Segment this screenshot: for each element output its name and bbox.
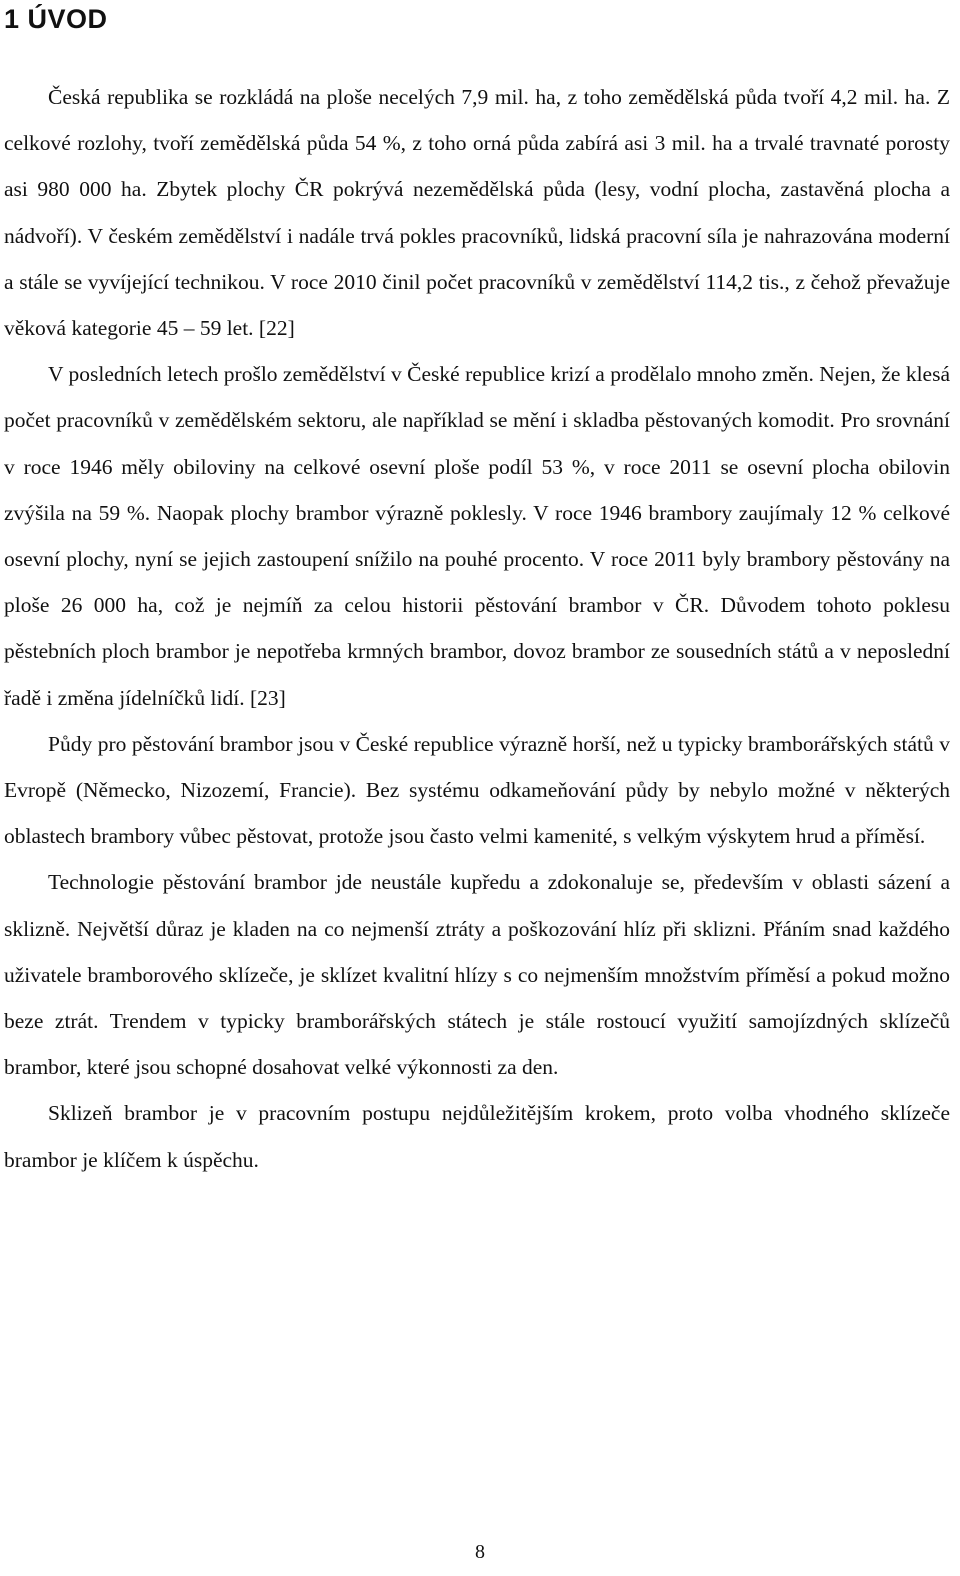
- paragraph: Česká republika se rozkládá na ploše necelých 7,9 mil. ha, z toho zemědělská půda tvoří 4,2 mil. ha. Z celkové rozlohy, tvoří zemědělská půda 54 %, z toho orná půda zabírá asi 3 mil. ha a trvalé travnaté porosty asi 980 000 ha. Zbytek plochy ČR pokrývá nezemědělská půda (lesy, vodní plocha, zastavěná plocha a nádvoří). V českém zemědělství i nadále trvá pokles pracovníků, lidská pracovní síla je nahrazována moderní a stále se vyvíjející technikou. V roce 2010 činil počet pracovníků v zemědělství 114,2 tis., z čehož převažuje věková kategorie 45 – 59 let. [22]: [4, 85, 950, 341]
- paragraph: Sklizeň brambor je v pracovním postupu nejdůležitějším krokem, proto volba vhodného sklízeče brambor je klíčem k úspěchu.: [4, 1101, 950, 1172]
- paragraph: Technologie pěstování brambor jde neustále kupředu a zdokonaluje se, především v oblasti sázení a sklizně. Největší důraz je kladen na co nejmenší ztráty a poškozování hlíz při sklizni. Přáním snad každého uživatele bramborového sklízeče, je sklízet kvalitní hlízy s co nejmenším množstvím příměsí a pokud možno beze ztrát. Trendem v typicky bramborářských státech je stále rostoucí využití samojízdných sklízečů brambor, které jsou schopné dosahovat velké výkonnosti za den.: [4, 870, 950, 1080]
- paragraph: V posledních letech prošlo zemědělství v České republice krizí a prodělalo mnoho změn. Nejen, že klesá počet pracovníků v zemědělském sektoru, ale například se mění i skladba pěstovaných komodit. Pro srovnání v roce 1946 měly obiloviny na celkové osevní ploše podíl 53 %, v roce 2011 se osevní plocha obilovin zvýšila na 59 %. Naopak plochy brambor výrazně poklesly. V roce 1946 brambory zaujímaly 12 % celkové osevní plochy, nyní se jejich zastoupení snížilo na pouhé procento. V roce 2011 byly brambory pěstovány na ploše 26 000 ha, což je nejmíň za celou historii pěstování brambor v ČR. Důvodem tohoto poklesu pěstebních ploch brambor je nepotřeba krmných brambor, dovoz brambor ze sousedních států a v neposlední řadě i změna jídelníčků lidí. [23]: [4, 362, 950, 710]
- body-text: [4, 74, 950, 1183]
- chapter-heading: 1 ÚVOD: [4, 4, 108, 34]
- page-number: 8: [475, 1541, 485, 1563]
- paragraph: Půdy pro pěstování brambor jsou v České republice výrazně horší, než u typicky bramborářských států v Evropě (Německo, Nizozemí, Francie). Bez systému odkameňování půdy by nebylo možné v některých oblastech brambory vůbec pěstovat, protože jsou často velmi kamenité, s velkým výskytem hrud a příměsí.: [4, 731, 950, 849]
